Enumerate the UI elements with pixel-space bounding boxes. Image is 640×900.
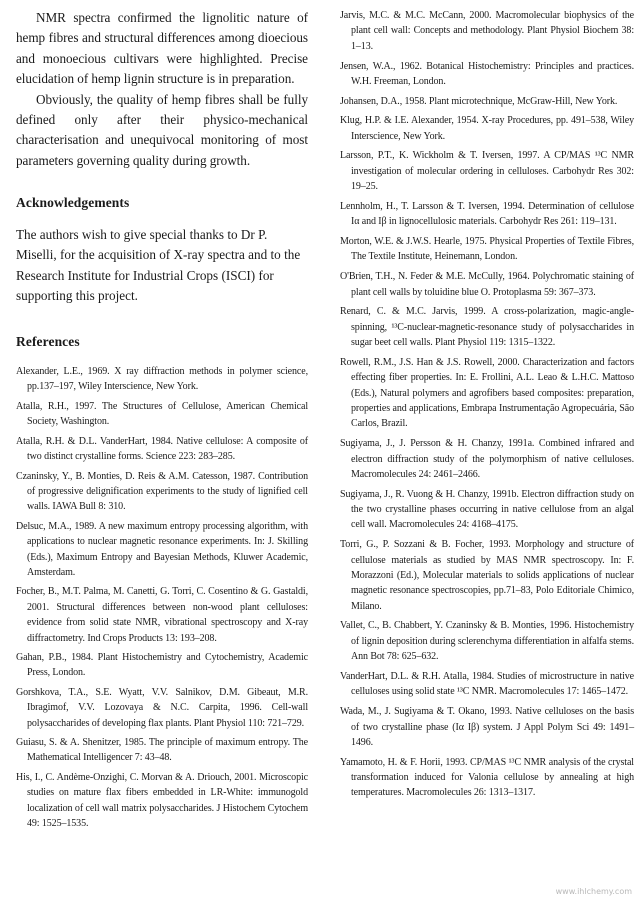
reference-item: Vallet, C., B. Chabbert, Y. Czaninsky & B. Monties, 1996. Histochemistry of lignin deposition during sclerenchyma differentiation in alfalfa stems. Ann Bot 78: 625–632. [340,620,634,663]
reference-item: Johansen, D.A., 1958. Plant microtechnique, McGraw-Hill, New York. [340,95,618,107]
body-paragraph-2: Obviously, the quality of hemp fibres shall be fully defined only after their physico-mechanical characterisation and unequivocal monitoring of most parameters governing quality during growth. [16,91,308,168]
reference-item: Guiasu, S. & A. Shenitzer, 1985. The principle of maximum entropy. The Mathematical Intelligencer 7: 43–48. [16,737,308,764]
reference-item: Gahan, P.B., 1984. Plant Histochemistry and Cytochemistry, Academic Press, London. [16,651,308,679]
body-paragraph-1: NMR spectra confirmed the lignolitic nature of hemp fibres and structural differences among dioecious and monoecious cultivars were highlighted. Precise elucidation of hemp lignin structure is in preparation. [16,10,308,87]
reference-item: Gorshkova, T.A., S.E. Wyatt, V.V. Salnikov, D.M. Gibeaut, M.R. Ibragimof, V.V. Lozovaya & N.C. Carpita, 1996. Cell-wall polysaccharides of developing flax plants. Plant Physiol 110: 721–729. [16,686,308,729]
reference-item: Atalla, R.H., 1997. The Structures of Cellulose, American Chemical Society, Washington. [16,400,308,428]
reference-list-right [340,8,634,801]
reference-item: Atalla, R.H. & D.L. VanderHart, 1984. Native cellulose: A composite of two distinct crystalline forms. Science 223: 283–285. [16,435,308,463]
reference-item: Sugiyama, J., J. Persson & H. Chanzy, 1991a. Combined infrared and electron diffraction study of the polymorphism of native celluloses. Macromolecules 24: 2461–2466. [340,438,634,480]
reference-item: Jarvis, M.C. & M.C. McCann, 2000. Macromolecular biophysics of the plant cell wall: Concepts and methodology. Plant Physiol Biochem 38: 1–13. [340,10,634,52]
reference-item: Jensen, W.A., 1962. Botanical Histochemistry: Principles and practices. W.H. Freeman, London. [340,60,634,87]
reference-item: VanderHart, D.L. & R.H. Atalla, 1984. Studies of microstructure in native celluloses using solid state ¹³C NMR. Macromolecules 17: 1465–1472. [340,671,634,698]
left-column [16,8,308,835]
reference-item: Rowell, R.M., J.S. Han & J.S. Rowell, 2000. Characterization and factors effecting fiber properties. In: E. Frollini, A.L. Leao & L.H.C. Mattoso (Eds.), Natural polymers and agrofibers based composites: preparation, properties and applications, Embrapa Instrumentação Agropecuária, São Carlos, Brazil. [340,356,634,430]
reference-item: Czaninsky, Y., B. Monties, D. Reis & A.M. Catesson, 1987. Contribution of progressive delignification experiments to the study of lignified cell walls. IAWA Bull 8: 310. [16,470,308,513]
reference-item: Wada, M., J. Sugiyama & T. Okano, 1993. Native celluloses on the basis of two crystalline phase (Iα Iβ) system. J Appl Polym Sci 49: 1491–1496. [340,706,634,748]
reference-item: Sugiyama, J., R. Vuong & H. Chanzy, 1991b. Electron diffraction study on the two crystalline phases occurring in native cellulose from an algal cell wall. Macromolecules 24: 4168–4175. [340,488,634,531]
reference-list-left [16,364,308,831]
reference-item: His, I., C. Andème-Onzighi, C. Morvan & A. Driouch, 2001. Microscopic studies on mature flax fibers embedded in LR-White: immunogold localization of cell wall matrix polysaccharides. J Histochem Cytochem 49: 1525–1535. [16,771,308,830]
reference-item: Torri, G., P. Sozzani & B. Focher, 1993. Morphology and structure of cellulose materials as studied by MAS NMR spectroscopy. In: F. Morazzoni (Ed.), Molecular materials to solids applications of nuclear magnetic resonance spectroscopies, pp.71–83, Polo Editoriale Chimico, Milano. [340,539,634,612]
references-heading: References [16,334,80,350]
reference-item: Lennholm, H., T. Larsson & T. Iversen, 1994. Determination of cellulose Iα and Iβ in lignocellulosic materials. Carbohydr Res 261: 119–131. [340,200,634,228]
right-column [340,8,634,805]
reference-item: O'Brien, T.H., N. Feder & M.E. McCully, 1964. Polychromatic staining of plant cell walls by toluidine blue O. Protoplasma 59: 367–373. [340,271,634,298]
reference-item: Renard, C. & M.C. Jarvis, 1999. A cross-polarization, magic-angle-spinning, ¹³C-nuclear-magnetic-resonance study of polysaccharides in sugar beet cell walls. Plant Physiol 119: 1315–1322. [340,306,634,349]
acknowledgements-text: The authors wish to give special thanks to Dr P. Miselli, for the acquisition of X-ray spectra and to the Research Institute for Industrial Crops (ISCI) for supporting this project. [16,227,301,303]
acknowledgements-heading: Acknowledgements [16,195,130,211]
reference-item: Morton, W.E. & J.W.S. Hearle, 1975. Physical Properties of Textile Fibres, The Textile Institute, Heinemann, London. [340,236,634,263]
watermark: www.ihlchemy.com [555,887,632,896]
reference-item: Larsson, P.T., K. Wickholm & T. Iversen, 1997. A CP/MAS ¹³C NMR investigation of molecular ordering in celluloses. Carbohydr Res 302: 19–25. [340,150,634,193]
reference-item: Yamamoto, H. & F. Horii, 1993. CP/MAS ¹³C NMR analysis of the crystal transformation induced for Valonia cellulose by annealing at high temperatures. Macromolecules 26: 1313–1317. [340,756,634,799]
reference-item: Alexander, L.E., 1969. X ray diffraction methods in polymer science, pp.137–197, Wiley Interscience, New York. [16,366,308,393]
reference-item: Delsuc, M.A., 1989. A new maximum entropy processing algorithm, with applications to nuclear magnetic resonance experiments. In: J. Skilling (Eds.), Maximum Entropy and Bayesian Methods, Kluwer Academic, Amsterdam. [16,520,308,578]
reference-item: Focher, B., M.T. Palma, M. Canetti, G. Torri, C. Cosentino & G. Gastaldi, 2001. Structural differences between non-wood plant celluloses: evidence from solid state NMR, vibrational spectroscopy and X-ray diffractometry. Ind Crops Products 13: 193–208. [16,586,308,644]
reference-item: Klug, H.P. & I.E. Alexander, 1954. X-ray Procedures, pp. 491–538, Wiley Interscience, New York. [340,115,634,142]
